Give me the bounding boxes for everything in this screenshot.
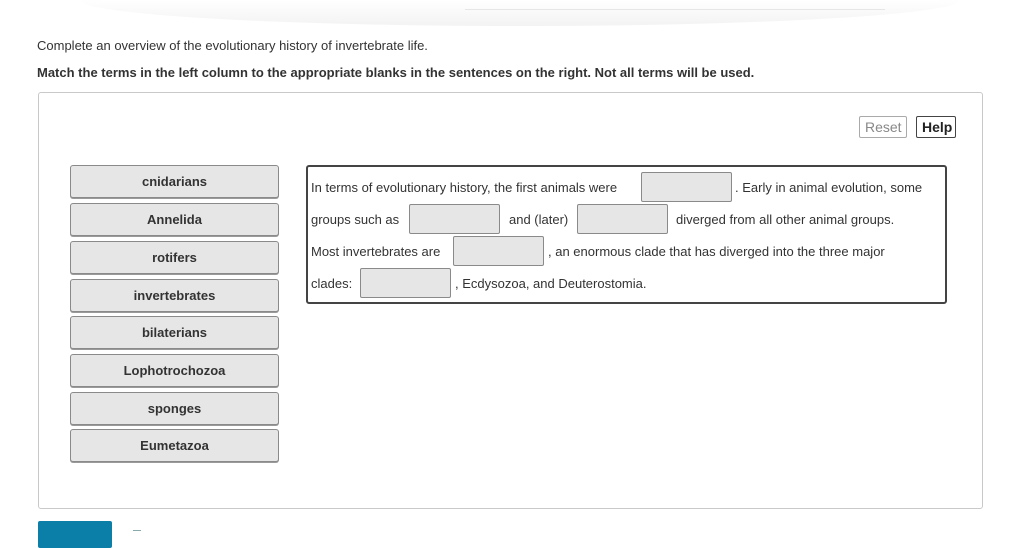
term-rotifers[interactable]: rotifers bbox=[70, 241, 279, 274]
submit-button-partial[interactable] bbox=[38, 521, 112, 548]
sentence-text: and (later) bbox=[509, 212, 569, 227]
drop-blank-2[interactable] bbox=[409, 204, 500, 234]
term-sponges[interactable]: sponges bbox=[70, 392, 279, 425]
sentence-text: Most invertebrates are bbox=[311, 244, 441, 259]
link-partial[interactable] bbox=[133, 530, 141, 531]
term-lophotrochozoa[interactable]: Lophotrochozoa bbox=[70, 354, 279, 387]
drop-blank-5[interactable] bbox=[360, 268, 451, 298]
term-invertebrates[interactable]: invertebrates bbox=[70, 279, 279, 312]
drop-blank-3[interactable] bbox=[577, 204, 668, 234]
sentence-text: In terms of evolutionary history, the first animals were bbox=[311, 180, 618, 195]
sentence-text: diverged from all other animal groups. bbox=[676, 212, 895, 227]
top-shade bbox=[80, 0, 960, 26]
drop-blank-4[interactable] bbox=[453, 236, 544, 266]
drop-blank-1[interactable] bbox=[641, 172, 732, 202]
top-divider bbox=[465, 9, 885, 10]
reset-button[interactable]: Reset bbox=[859, 116, 907, 138]
sentence-text: , an enormous clade that has diverged into the three major bbox=[548, 244, 885, 259]
term-cnidarians[interactable]: cnidarians bbox=[70, 165, 279, 198]
sentence-text: groups such as bbox=[311, 212, 400, 227]
sentence-text: , Ecdysozoa, and Deuterostomia. bbox=[455, 276, 647, 291]
instructions-text: Match the terms in the left column to the appropriate blanks in the sentences on the right. Not all terms will be used. bbox=[37, 65, 755, 80]
sentence-text: . Early in animal evolution, some bbox=[735, 180, 923, 195]
sentence-text: clades: bbox=[311, 276, 353, 291]
help-button[interactable]: Help bbox=[916, 116, 956, 138]
term-eumetazoa[interactable]: Eumetazoa bbox=[70, 429, 279, 462]
term-annelida[interactable]: Annelida bbox=[70, 203, 279, 236]
term-bilaterians[interactable]: bilaterians bbox=[70, 316, 279, 349]
intro-text: Complete an overview of the evolutionary history of invertebrate life. bbox=[37, 38, 428, 53]
